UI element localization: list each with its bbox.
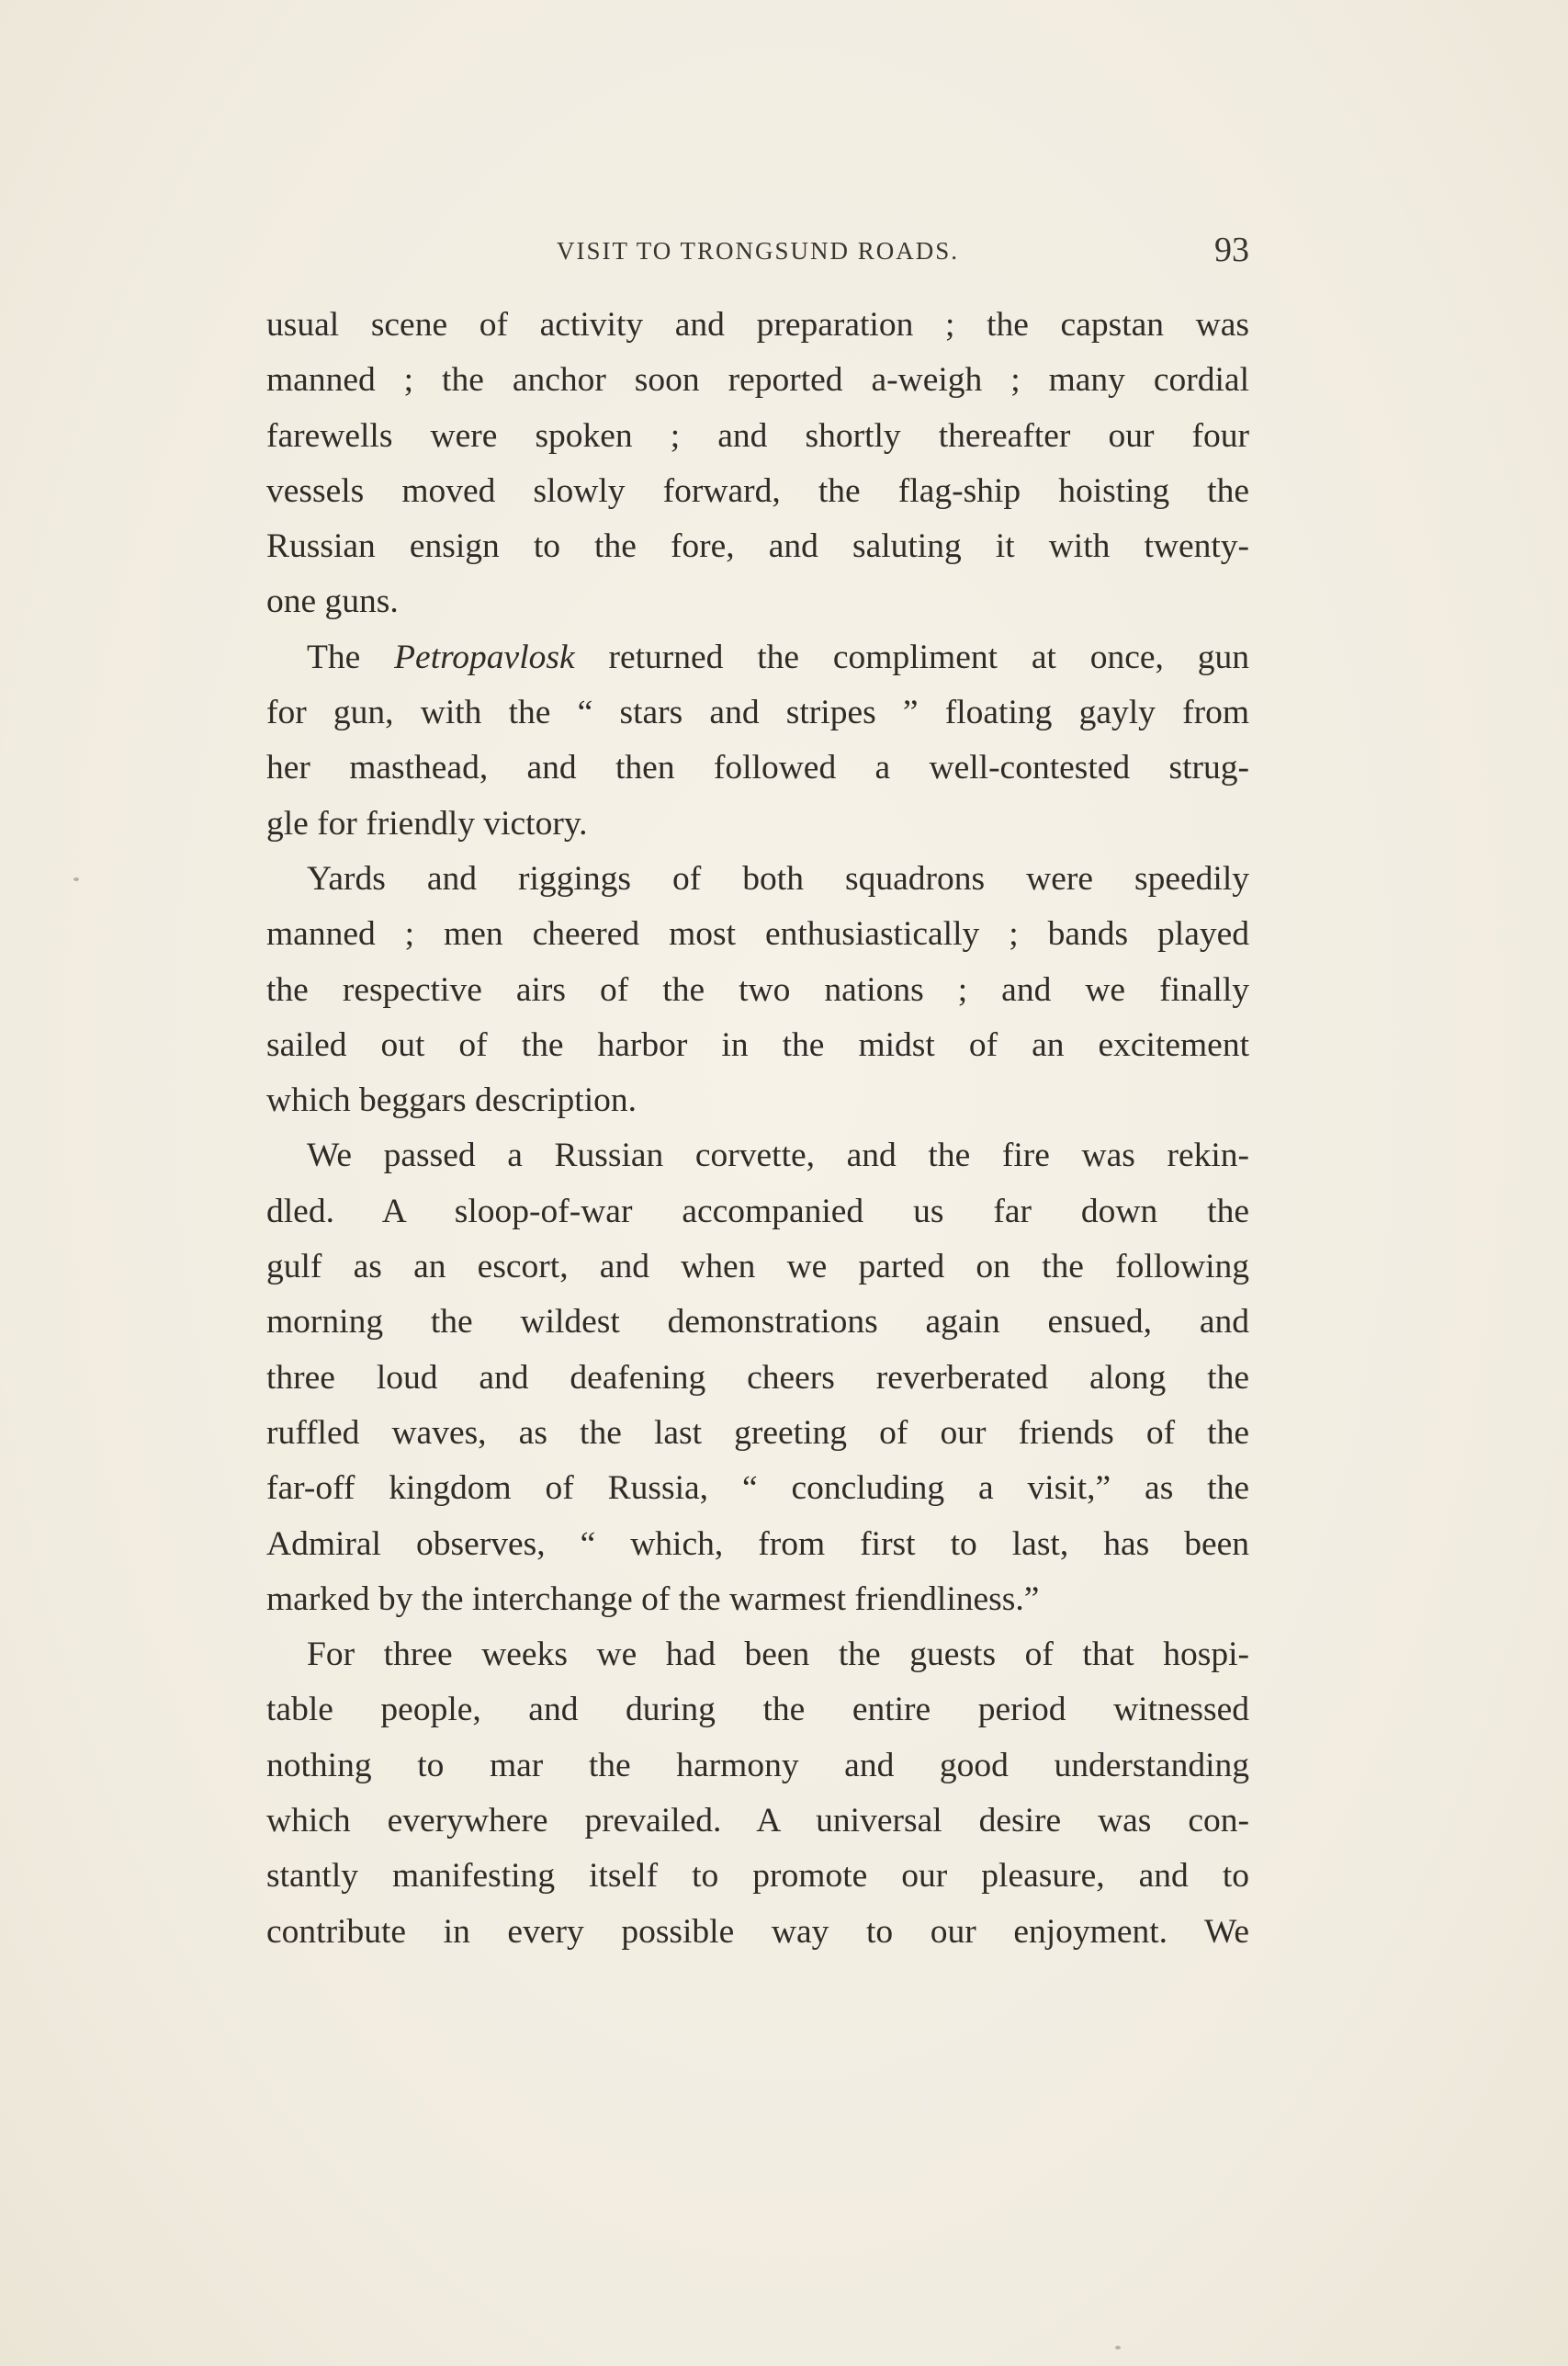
text-line: dled. A sloop-of-war accompanied us far down the — [266, 1192, 1249, 1230]
text-segment: The — [307, 638, 395, 676]
text-line: Russian ensign to the fore, and saluting it with twenty- — [266, 527, 1249, 566]
text-line: sailed out of the harbor in the midst of an excitement — [266, 1025, 1249, 1064]
text-line — [266, 630, 1249, 685]
text-line: stantly manifesting itself to promote our pleasure, and to — [266, 1857, 1249, 1896]
text-line: far-off kingdom of Russia, “ concluding a visit,” as the — [266, 1469, 1249, 1508]
text-line: the respective airs of the two nations ; and we finally — [266, 970, 1249, 1009]
text-line: table people, and during the entire period witnessed — [266, 1691, 1249, 1729]
text-line: Yards and riggings of both squadrons were speedily — [307, 859, 1249, 898]
text-line: We passed a Russian corvette, and the fire was rekin- — [307, 1137, 1249, 1175]
text-line: which beggars description. — [266, 1081, 637, 1120]
text-line: farewells were spoken ; and shortly thereafter our four — [266, 416, 1249, 455]
text-line: vessels moved slowly forward, the flag-ship hoisting the — [266, 471, 1249, 510]
paper-speck — [73, 877, 79, 881]
text-line: manned ; men cheered most enthusiastically ; bands played — [266, 915, 1249, 954]
text-line: one guns. — [266, 583, 399, 621]
text-line: three loud and deafening cheers reverberated along the — [266, 1358, 1249, 1397]
text-line: contribute in every possible way to our enjoyment. We — [266, 1912, 1249, 1951]
text-line: For three weeks we had been the guests of that hospi- — [307, 1636, 1249, 1674]
page-number: 93 — [1214, 231, 1249, 269]
text-line: manned ; the anchor soon reported a-weigh ; many cordial — [266, 361, 1249, 400]
text-line: usual scene of activity and preparation ; the capstan was — [266, 306, 1249, 344]
text-line: gulf as an escort, and when we parted on the following — [266, 1248, 1249, 1286]
ship-name-italic: Petropavlosk — [394, 638, 575, 676]
text-line: morning the wildest demonstrations again ensued, and — [266, 1303, 1249, 1341]
body-text — [266, 298, 1249, 1960]
running-title: VISIT TO TRONGSUND ROADS. — [556, 237, 960, 265]
text-line: Admiral observes, “ which, from first to last, has been — [266, 1524, 1249, 1563]
text-line: which everywhere prevailed. A universal desire was con- — [266, 1802, 1249, 1840]
running-head — [266, 230, 1249, 269]
text-line: ruffled waves, as the last greeting of our friends of the — [266, 1413, 1249, 1452]
text-line: nothing to mar the harmony and good understanding — [266, 1746, 1249, 1784]
text-segment: returned the compliment at once, gun — [574, 638, 1249, 676]
paper-speck — [1115, 2346, 1121, 2349]
text-line: her masthead, and then followed a well-contested strug- — [266, 749, 1249, 787]
text-line: for gun, with the “ stars and stripes ” floating gayly from — [266, 694, 1249, 732]
text-line: gle for friendly victory. — [266, 804, 588, 843]
text-line: marked by the interchange of the warmest friendliness.” — [266, 1579, 1040, 1618]
